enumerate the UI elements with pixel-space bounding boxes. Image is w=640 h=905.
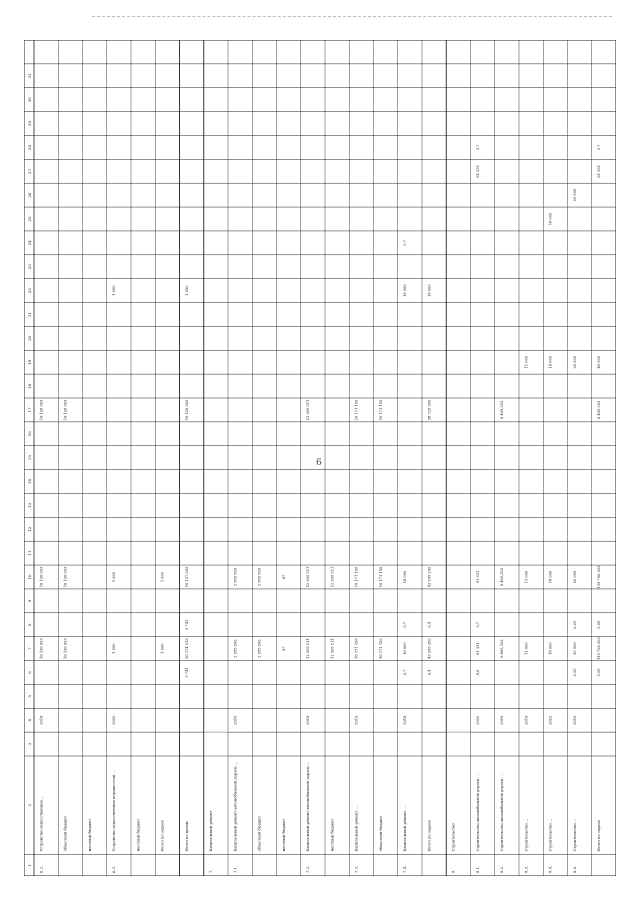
- column-number: 4: [27, 718, 32, 722]
- row-value: 16 171 150: [354, 566, 359, 588]
- row-name: Строительство ...: [524, 818, 529, 852]
- row-name: Капитальный ремонт автомобильной дороги ...: [306, 761, 311, 852]
- row-value: 3,7: [597, 144, 602, 151]
- column-number: 25: [27, 216, 32, 222]
- top-dashed-line: [92, 16, 612, 17]
- row-value: 3 741: [184, 667, 189, 678]
- column-number: 7: [27, 647, 32, 650]
- row-value: 2 955 509: [257, 639, 262, 658]
- table-cells: [27, 73, 601, 873]
- row-value: 16 126 003: [63, 566, 68, 588]
- column-number: 13: [27, 502, 32, 508]
- column-number: 6: [27, 671, 32, 674]
- row-value: 1 000: [160, 571, 165, 583]
- column-number: 21: [27, 311, 32, 318]
- row-value: 2 955 509: [233, 639, 238, 658]
- row-value: 119 796,303: [597, 637, 602, 661]
- column-number: 30: [27, 97, 32, 103]
- row-value: 5,05: [597, 668, 602, 677]
- row-number: 8.5.: [571, 865, 577, 873]
- column-number: 22: [27, 288, 32, 294]
- row-value: 18 000: [403, 570, 408, 584]
- row-value: 0,25: [572, 668, 577, 677]
- column-number: 11: [27, 550, 32, 556]
- row-value: 16 171 150: [378, 638, 383, 659]
- row-number: 8.4.: [547, 865, 553, 873]
- row-value: 61 331: [475, 570, 480, 584]
- column-number: 5: [27, 695, 32, 698]
- row-value: 87: [281, 646, 286, 651]
- row-value: 18 000: [403, 642, 408, 655]
- row-value: 11 000: [524, 642, 529, 655]
- row-value: 3 741: [184, 619, 189, 630]
- row-value: 11 000: [524, 570, 529, 584]
- row-name: Капитальный ремонт автомобильной дороги ...: [233, 761, 238, 852]
- row-name: Устройство искусственных ...: [39, 795, 44, 852]
- row-value: 1 000: [112, 285, 117, 296]
- row-name: местный бюджет: [330, 818, 335, 852]
- row-value: 16 171 150: [354, 638, 359, 659]
- row-number: 7.2.: [305, 865, 311, 873]
- row-value: 30 174 013: [184, 638, 189, 659]
- row-year: 2016: [500, 715, 505, 725]
- row-value: 49 000: [597, 355, 602, 369]
- row-value: 61 331: [597, 164, 602, 178]
- row-year: 2022: [548, 715, 553, 725]
- column-number: 28: [27, 144, 32, 150]
- row-number: 8.2.: [499, 865, 505, 873]
- row-value: 18 000: [548, 355, 553, 369]
- row-name: Капитальный ремонт ...: [354, 806, 359, 852]
- row-name: Строительство ...: [548, 818, 553, 852]
- row-value: 61 331: [475, 642, 480, 655]
- page-center-mark: 6: [316, 458, 322, 468]
- row-value: 16 126 003: [39, 399, 44, 421]
- row-number: 8.3.: [523, 865, 529, 873]
- row-value: 4,8: [475, 669, 480, 676]
- row-year: 2019: [572, 715, 577, 725]
- column-number: 24: [27, 240, 32, 246]
- row-value: 18 000: [427, 284, 432, 297]
- row-name: местный бюджет: [281, 818, 286, 852]
- row-value: 18 000: [548, 212, 553, 226]
- row-value: 1 000: [112, 571, 117, 583]
- row-value: 16 126 003: [184, 399, 189, 421]
- column-number: 16: [27, 431, 32, 437]
- section-band: [204, 732, 227, 756]
- row-name: Итого по задаче: [427, 820, 432, 852]
- row-name: областной бюджет: [378, 815, 383, 852]
- column-number: 19: [27, 359, 32, 365]
- row-value: 2 955 509: [233, 567, 238, 587]
- row-value: 20 000: [572, 570, 577, 584]
- row-value: 61 331: [475, 164, 480, 178]
- row-value: 87: [281, 574, 286, 580]
- row-name: Строительство автомобильной дороги ...: [500, 774, 505, 852]
- column-number: 20: [27, 335, 32, 341]
- row-value: 1 000: [160, 643, 165, 654]
- row-name: областной бюджет: [63, 815, 68, 852]
- row-value: 12 905 511: [306, 638, 311, 659]
- row-value: 43 935 200: [427, 638, 432, 659]
- row-value: 8 465,303: [500, 400, 505, 420]
- column-number: 17: [27, 407, 32, 413]
- column-number: 15: [27, 455, 32, 461]
- column-number: 2: [27, 803, 32, 807]
- row-year: 2018: [403, 715, 408, 725]
- row-name: местный бюджет: [87, 818, 92, 852]
- row-number: 7.: [208, 869, 214, 873]
- row-name: Строительство ...: [572, 818, 577, 852]
- row-value: 18 000: [548, 570, 553, 584]
- row-value: 8 465,303: [500, 567, 505, 587]
- row-value: 16 171 150: [378, 399, 383, 421]
- row-value: 16 126 003: [39, 566, 44, 588]
- row-value: 8 465,303: [597, 400, 602, 420]
- section-band: [447, 732, 470, 756]
- row-number: 7.1.: [232, 865, 238, 873]
- row-value: 16 126 003: [39, 638, 44, 659]
- row-year: 2018: [39, 715, 44, 725]
- column-number: 8: [27, 623, 32, 627]
- row-number: 8.: [450, 869, 456, 873]
- row-year: 2018: [524, 715, 529, 725]
- row-name: Итого по целям: [184, 821, 189, 852]
- column-number: 14: [27, 478, 32, 485]
- row-value: 43 935 200: [427, 566, 432, 588]
- row-name: местный бюджет: [136, 818, 141, 852]
- row-year: 2020: [475, 715, 480, 725]
- row-year: 2020: [112, 715, 117, 725]
- row-value: 1 000: [184, 285, 189, 296]
- row-value: 16 127 003: [184, 566, 189, 588]
- row-value: 5,05: [597, 620, 602, 629]
- row-value: 12 905 511: [306, 566, 311, 588]
- row-name: Устройство искусственных неровностей ...: [112, 770, 117, 852]
- row-value: 12 905 511: [306, 399, 311, 421]
- row-year: 2019: [354, 715, 359, 725]
- row-value: 3,7: [475, 144, 480, 151]
- column-number: 18: [27, 383, 32, 389]
- row-value: 0,7: [403, 621, 408, 628]
- row-value: 20 000: [572, 355, 577, 369]
- row-value: 0,4: [427, 669, 432, 676]
- row-value: 20 000: [572, 188, 577, 202]
- row-value: 18 000: [403, 284, 408, 297]
- row-value: 0,7: [403, 240, 408, 246]
- column-number: 12: [27, 526, 32, 532]
- row-number: 6.3.: [111, 865, 117, 873]
- row-value: 16 171 150: [378, 566, 383, 588]
- column-number: 1: [27, 863, 32, 867]
- row-number: 6.2.: [38, 865, 44, 873]
- column-number: 31: [27, 73, 32, 79]
- column-number: 27: [27, 168, 32, 174]
- column-number: 26: [27, 192, 32, 198]
- row-value: 0,7: [403, 669, 408, 676]
- row-value: 38 725 050: [427, 399, 432, 421]
- row-value: 8 465,303: [500, 639, 505, 658]
- row-value: 12 905 511: [330, 566, 335, 588]
- row-year: 2016: [233, 715, 238, 725]
- row-name: областной бюджет: [257, 815, 262, 852]
- row-name: Капитальный ремонт: [209, 810, 214, 852]
- row-value: 1 000: [112, 643, 117, 654]
- row-value: 16 126 003: [63, 399, 68, 421]
- row-number: 7.3.: [353, 865, 359, 873]
- row-value: 11 000: [524, 355, 529, 369]
- row-year: 2018: [306, 715, 311, 725]
- row-name: Строительство: [451, 823, 456, 852]
- row-value: 16 171 150: [354, 399, 359, 421]
- row-value: 3,7: [475, 621, 480, 628]
- row-name: Капитальный ремонт ...: [403, 806, 408, 852]
- column-number: 3: [27, 742, 32, 746]
- row-value: 16 126 003: [63, 638, 68, 659]
- row-value: 0,25: [572, 620, 577, 629]
- column-number: 29: [27, 120, 32, 127]
- column-number: 10: [27, 574, 32, 580]
- row-value: 18 000: [548, 642, 553, 655]
- column-number: 23: [27, 264, 32, 270]
- column-number: 9: [27, 599, 32, 603]
- row-value: 2 955 509: [257, 567, 262, 587]
- row-value: 119 796,303: [597, 565, 602, 589]
- row-name: Строительство автомобильной дороги ...: [475, 774, 480, 852]
- row-number: 8.1.: [474, 865, 480, 873]
- row-name: Итого по задаче: [597, 820, 602, 852]
- row-value: 0,4: [427, 621, 432, 628]
- row-name: Итого по задаче: [160, 820, 165, 852]
- row-number: 7.4.: [402, 865, 408, 873]
- row-value: 12 905 511: [330, 638, 335, 659]
- row-value: 20 000: [572, 642, 577, 655]
